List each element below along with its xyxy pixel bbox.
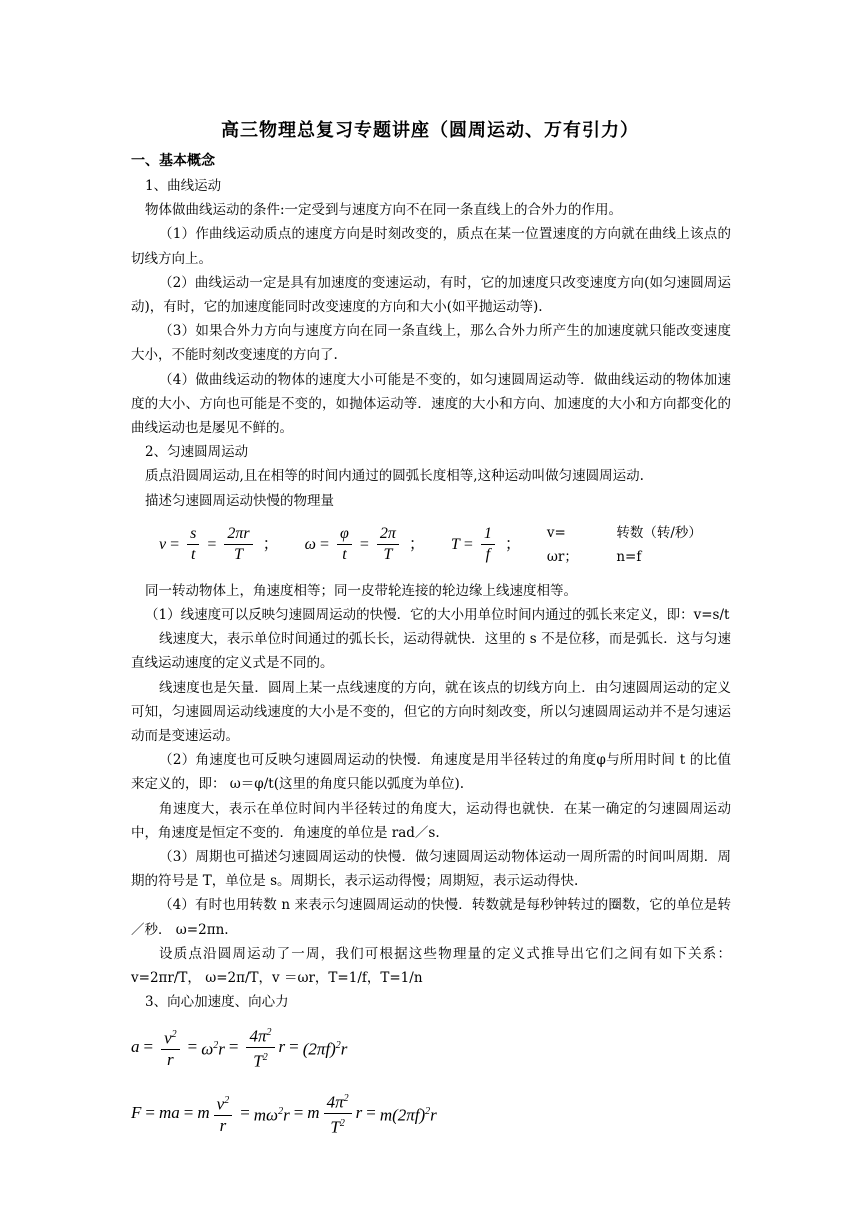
paragraph: （1）线速度可以反映匀速圆周运动的快慢．它的大小用单位时间内通过的弧长来定义，即：v=s/t — [145, 607, 730, 624]
document-body — [131, 174, 731, 1147]
subsection-heading: 1、曲线运动 — [145, 178, 222, 194]
formula-velocity: v = $\frac{s}{t}$ = $\frac{2\pi r}{T}$ ； — [159, 525, 279, 564]
paragraph: 同一转动物体上，角速度相等；同一皮带轮连接的轮边缘上线速度相等。 — [145, 582, 577, 599]
paragraph: 设质点沿圆周运动了一周，我们可根据这些物理量的定义式推导出它们之间有如下关系：v=2πr/T， ω=2π/T，v ＝ωr，T=1/f，T=1/n — [131, 945, 731, 987]
paragraph: 描述匀速圆周运动快慢的物理量 — [145, 492, 334, 509]
section-heading: 一、基本概念 — [131, 153, 215, 169]
formula-centripetal-force: F = ma = m $\frac{v^2}{r}$ = $m\omega^2r$ = m $\frac{4\pi^2}{T^2}$ r = $m(2\pi f)^2r$ — [131, 1081, 731, 1147]
paragraph: 物体做曲线运动的条件:一定受到与速度方向不在同一条直线上的合外力的作用。 — [145, 202, 623, 219]
paragraph: 线速度大，表示单位时间通过的弧长长，运动得就快．这里的 s 不是位移，而是弧长．这与匀速直线运动速度的定义式是不同的。 — [131, 631, 731, 672]
subsection-heading: 3、向心加速度、向心力 — [145, 994, 289, 1011]
formula-row — [159, 517, 731, 573]
subsection-heading: 2、匀速圆周运动 — [145, 444, 249, 461]
paragraph: （2）曲线运动一定是具有加速度的变速运动，有时，它的加速度只改变速度方向(如匀速圆周运动)，有时，它的加速度能同时改变速度的方向和大小(如平抛运动等). — [131, 274, 731, 316]
formula-turns: 转数（转/秒）n=f — [616, 524, 702, 565]
page-title: 高三物理总复习专题讲座（圆周运动、万有引力） — [221, 120, 639, 141]
formula-period: T = $\frac{1}{f}$ ； — [450, 525, 521, 564]
formula-angular-velocity: ω = $\frac{\varphi}{t}$ = $\frac{2\pi}{T}$ ； — [304, 525, 425, 564]
paragraph: （4）有时也用转数 n 来表示匀速圆周运动的快慢．转数就是每秒钟转过的圈数，它的单位是转／秒． ω=2πn. — [131, 897, 731, 938]
paragraph: 角速度大，表示在单位时间内半径转过的角度大，运动得也就快．在某一确定的匀速圆周运动中，角速度是恒定不变的．角速度的单位是 rad／s. — [131, 800, 731, 841]
paragraph: 质点沿圆周运动,且在相等的时间内通过的圆弧长度相等,这种运动叫做匀速圆周运动. — [145, 468, 644, 485]
paragraph: （4）做曲线运动的物体的速度大小可能是不变的，如匀速圆周运动等．做曲线运动的物体加速度的大小、方向也可能是不变的，如抛体运动等．速度的大小和方向、加速度的大小和方向都变化的曲线运动也是屡见不鲜的。 — [131, 371, 731, 437]
paragraph: （3）周期也可描述匀速圆周运动的快慢．做匀速圆周运动物体运动一周所需的时间叫周期．周期的符号是 T，单位是 s。周期长，表示运动得慢；周期短，表示运动得快. — [131, 849, 731, 890]
paragraph: （3）如果合外力方向与速度方向在同一条直线上，那么合外力所产生的加速度就只能改变速度大小，不能时刻改变速度的方向了. — [131, 323, 731, 364]
paragraph: （2）角速度也可反映匀速圆周运动的快慢．角速度是用半径转过的角度φ与所用时间 t 的比值来定义的，即： ω＝φ/t(这里的角度只能以弧度为单位). — [131, 752, 731, 793]
paragraph: 线速度也是矢量．圆周上某一点线速度的方向，就在该点的切线方向上．由匀速圆周运动的定义可知，匀速圆周运动线速度的大小是不变的，但它的方向时刻改变，所以匀速圆周运动并不是匀速运动而是变速运动。 — [131, 679, 731, 745]
paragraph: （1）作曲线运动质点的速度方向是时刻改变的，质点在某一位置速度的方向就在曲线上该点的切线方向上。 — [131, 226, 731, 267]
formula-centripetal-acceleration: a = $\frac{v^2}{r}$ = $\omega^2r$ = $\frac{4\pi^2}{T^2}$ r = $(2\pi f)^2r$ — [131, 1015, 731, 1081]
formula-v-omega-r: v= ωr； — [546, 524, 578, 565]
